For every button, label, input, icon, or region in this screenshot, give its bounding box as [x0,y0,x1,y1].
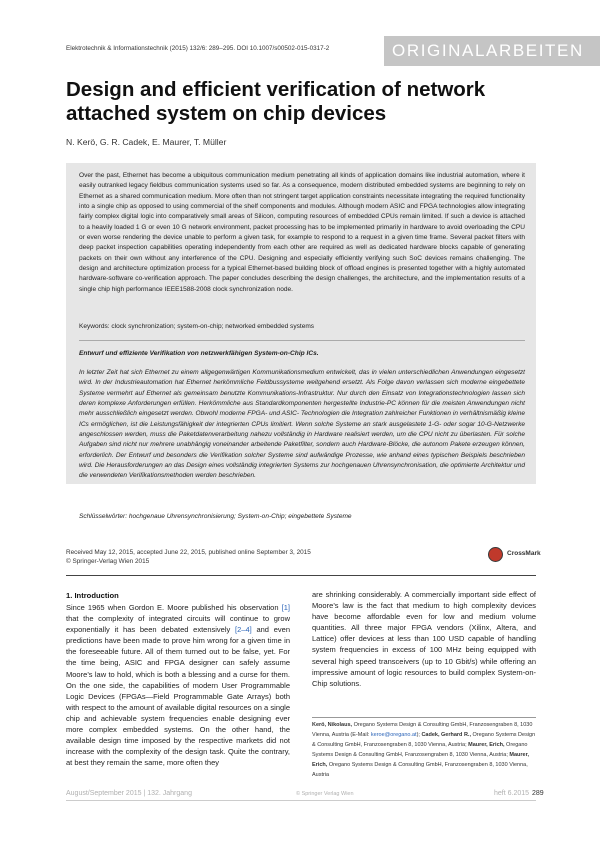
author-affiliations [312,721,536,780]
german-abstract-text: In letzter Zeit hat sich Ethernet zu einem allgegenwärtigen Kommunikationsmedium entwickelt, das in vielen unterschiedlichen Anwendungen eingesetzt wird. In der Industrieautomation hat Ethernet herkömmliche Feldbussysteme weitgehend ersetzt. Als Folge davon verlassen sich moderne eingebettete Systeme vermehrt auf Ethernet als gemeinsam benutzte Kommunikations-Infrastruktur. Nur durch den Einsatz von Integrationstechnologien lassen sich deren komplexe Anforderungen erfüllen. Herkömmliche aus Standardkomponenten hergestellte Industrie-PC können für die meisten Anwendungen nicht mehr ausschließlich eingesetzt werden. Obwohl moderne FPGA- und ASIC- Technologien die Integration zahlreicher Funktionen in verhältnismäßig kleine ICs ermöglichen, ist die Leistungsfähigkeit der integrierten CPUs limitiert. Wenn solche Systeme an stark ausgelastete 1-G- oder sogar 10-G-Netzwerke angeschlossen werden, muss die Paketdatenverarbeitung nahezu vollständig in Hardware realisiert werden, um die CPU nicht zu überlasten. Für solche Aufgaben sind nicht nur mehrere unabhängig voneinander arbeitende Paketfilter, sondern auch Hardware-Blöcke, die autonom Pakete erzeugen können, erforderlich. Der Entwurf und besonders die Verifikation solcher Systeme sind aufwändige Prozesse, wie anhand eines typischen Beispiels beschrieben wird. Die Herausforderungen an das Design eines vollständig integrierten Systems zur hochgenauen Uhrensynchronisation, die optimierte Architektur und die verwendeten Verifikationsmethoden werden beschrieben. [79,369,525,480]
paper-title: Design and efficient verification of network attached system on chip devices [66,78,486,125]
crossmark-badge[interactable] [488,547,550,563]
affiliation-name: Maurer, Erich, [468,741,505,748]
page-number: 289 [532,790,544,797]
footer-issue-left: August/September 2015 | 132. Jahrgang [66,790,192,797]
introduction-column-2: are shrinking considerably. A commercially important side effect of Moore’s law is the fact that medium to high complexity devices have become affordable even for low and medium volume quantities. All three major FPGA vendors (Xilinx, Altera, and Lattice) offer devices at less than 100 USD capable of handling system frequencies in excess of 100 MHz being equipped with several high speed transceivers (up to 10 Gbit/s) while offering an impressive amount of logic resources to build complex System-on-Chip solutions. [312,590,536,688]
footer-divider [66,800,536,801]
email-link[interactable]: keroe@oregano.at [370,731,417,738]
journal-reference: Elektrotechnik & Informationstechnik (2015) 132/6: 289–295. DOI 10.1007/s00502-015-0317-2 [66,45,330,52]
german-keywords: Schlüsselwörter: hochgenaue Uhrensynchronisierung; System-on-Chip; eingebettete Systeme [79,513,352,520]
introduction-column-1 [66,602,290,768]
german-abstract-title: Entwurf und effiziente Verifikation von netzwerkfähigen System-on-Chip ICs. [79,350,319,357]
keywords: Keywords: clock synchronization; system-on-chip; networked embedded systems [79,323,315,330]
affiliation-text: Oregano Systems Design & Consulting GmbH, Franzosengraben 8, 1030 Vienna, Austria; [312,741,528,758]
author-list: N. Kerö, G. R. Cadek, E. Maurer, T. Müller [66,137,227,147]
affiliation-divider [312,717,536,718]
intro-text-part: that the complexity of integrated circuits will continue to grow exponentially it has been debated extensively [66,614,290,635]
crossmark-label: CrossMark [507,550,541,557]
abstract-divider [79,340,525,341]
affiliation-name: Kerö, Nikolaus, [312,722,353,728]
footer-publisher: © Springer Verlag Wien [296,791,354,797]
footer-issue-right: heft 6.2015 [494,790,530,797]
affiliation-text: Oregano Systems Design & Consulting GmbH, Franzosengraben 8, 1030 Vienna, Austria; [312,731,536,748]
section-label: ORIGINALARBEITEN [384,36,600,66]
intro-text-part: and even predictions have been made to prove him wrong for a given time in the foreseeable future. All of them turned out to be false, yet. For the time being, ASIC and FPGA designer can safely assume Moore’s law to hold, which is both a blessing and a curse for them. On the one side, the capabilities of modern User Programmable Logic Devices (FPGAs—Field Programmable Gate Arrays) both with respect to the amount of available digital resources on a single chip and achievable system frequencies enable designing ever more complex embedded systems. On the other hand, the available design time imposed by the respective markets did not increase with the complexity of the design task. Quite the contrary, at best they remain the same, more often they [66,625,290,768]
affiliation-text: Oregano Systems Design & Consulting GmbH, Franzosengraben 8, 1030 Vienna, Austria (E-Mail: [312,722,533,738]
crossmark-icon [488,547,503,562]
body-divider [66,575,536,576]
copyright-notice: © Springer-Verlag Wien 2015 [66,558,150,565]
received-info [66,548,396,566]
affiliation-name: Maurer, Erich, [312,751,529,768]
section-heading-introduction: 1. Introduction [66,591,119,600]
intro-text-part: Since 1965 when Gordon E. Moore published his observation [66,603,282,612]
citation-link[interactable]: [1] [281,603,290,612]
affiliation-name: Cadek, Gerhard R., [421,731,471,738]
received-dates: Received May 12, 2015, accepted June 22, 2015, published online September 3, 2015 [66,549,311,556]
affiliation-text: Oregano Systems Design & Consulting GmbH, Franzosengraben 8, 1030 Vienna, Austria [312,761,528,778]
affiliation-text: ); [416,731,422,738]
abstract-text: Over the past, Ethernet has become a ubiquitous communication medium penetrating all kinds of application domains like industrial automation, where it easily outranked legacy fieldbus communication systems used so far. As a consequence, modern distributed embedded systems are beginning to rely on Ethernet as a shared communication medium. More often than not stringent target application constraints necessitate integrating the required functionality into a single chip as opposed to using commercial of the shelf components and modules. Although modern ASIC and FPGA technologies allow integrating fairly complex digital logic into comparatively small areas of Silicon, computing resources of embedded CPUs remain limited. If such a device is attached to a heavily loaded 1 G or even 10 G network environment, packet processing has to be implemented primarily in hardware to avoid overloading the CPU or even worse rendering the device unable to perform a given task, for example to respond to a request in a given time frame. Several packet filters with deep packet inspection capabilities operating independently from each other are required as well as dedicated hardware blocks capable of generating packets on their own without any interference of the CPU. Designing and especially efficiently verifying such SoC devices remains challenging. The design and architecture optimization process for a typical Ethernet-based building block of offload engines is presented together with a highly automated hardware-software co-verification approach. The paper concludes describing the design challenges, the architecture, and the implementation results of a single chip high performance IEEE1588-2008 clock synchronization node. [79,172,525,293]
citation-link[interactable]: [2–4] [235,625,252,635]
